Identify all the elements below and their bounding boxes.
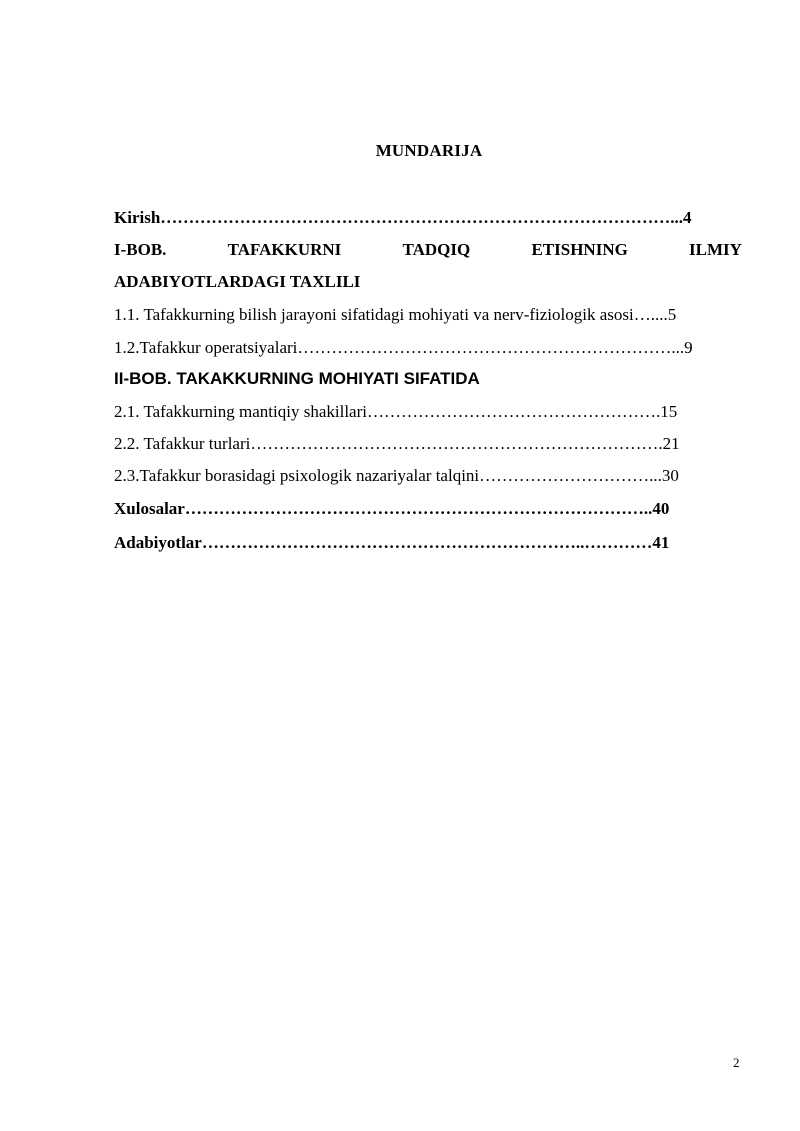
toc-entry-adabiyotlar[interactable]: Adabiyotlar…………………………………………………………..…………41 (114, 533, 670, 552)
toc-chapter-1-word: ETISHNING (531, 240, 628, 259)
toc-entry-1-2[interactable]: 1.2.Tafakkur operatsiyalari…………………………………………………………...9 (114, 338, 693, 357)
toc-chapter-2[interactable]: II-BOB. TAKAKKURNING MOHIYATI SIFATIDA (114, 369, 480, 388)
toc-entry-1-1[interactable]: 1.1. Tafakkurning bilish jarayoni sifatidagi mohiyati va nerv-fiziologik asosi…....5 (114, 305, 677, 324)
page-title: MUNDARIJA (375, 141, 483, 160)
toc-entry-2-3[interactable]: 2.3.Tafakkur borasidagi psixologik nazariyalar talqini…………………………...30 (114, 466, 679, 485)
toc-entry-xulosalar[interactable]: Xulosalar………………………………………………………………………..40 (114, 499, 670, 518)
toc-chapter-1-word: TADQIQ (402, 240, 471, 259)
toc-entry-2-2[interactable]: 2.2. Tafakkur turlari……………………………………………………………….21 (114, 434, 680, 453)
toc-chapter-1-word: TAFAKKURNI (227, 240, 342, 259)
toc-chapter-1-line-2[interactable]: ADABIYOTLARDAGI TAXLILI (114, 272, 361, 291)
toc-entry-2-1[interactable]: 2.1. Tafakkurning mantiqiy shakillari…………………………………………….15 (114, 402, 678, 421)
toc-chapter-1-word: ILMIY (689, 240, 742, 259)
page-number: 2 (733, 1055, 740, 1070)
toc-chapter-1-word: I-BOB. (114, 240, 167, 259)
toc-chapter-1-line-1[interactable] (114, 240, 742, 260)
toc-entry-kirish[interactable]: Kirish………………………………………………………………………………...4 (114, 208, 692, 227)
